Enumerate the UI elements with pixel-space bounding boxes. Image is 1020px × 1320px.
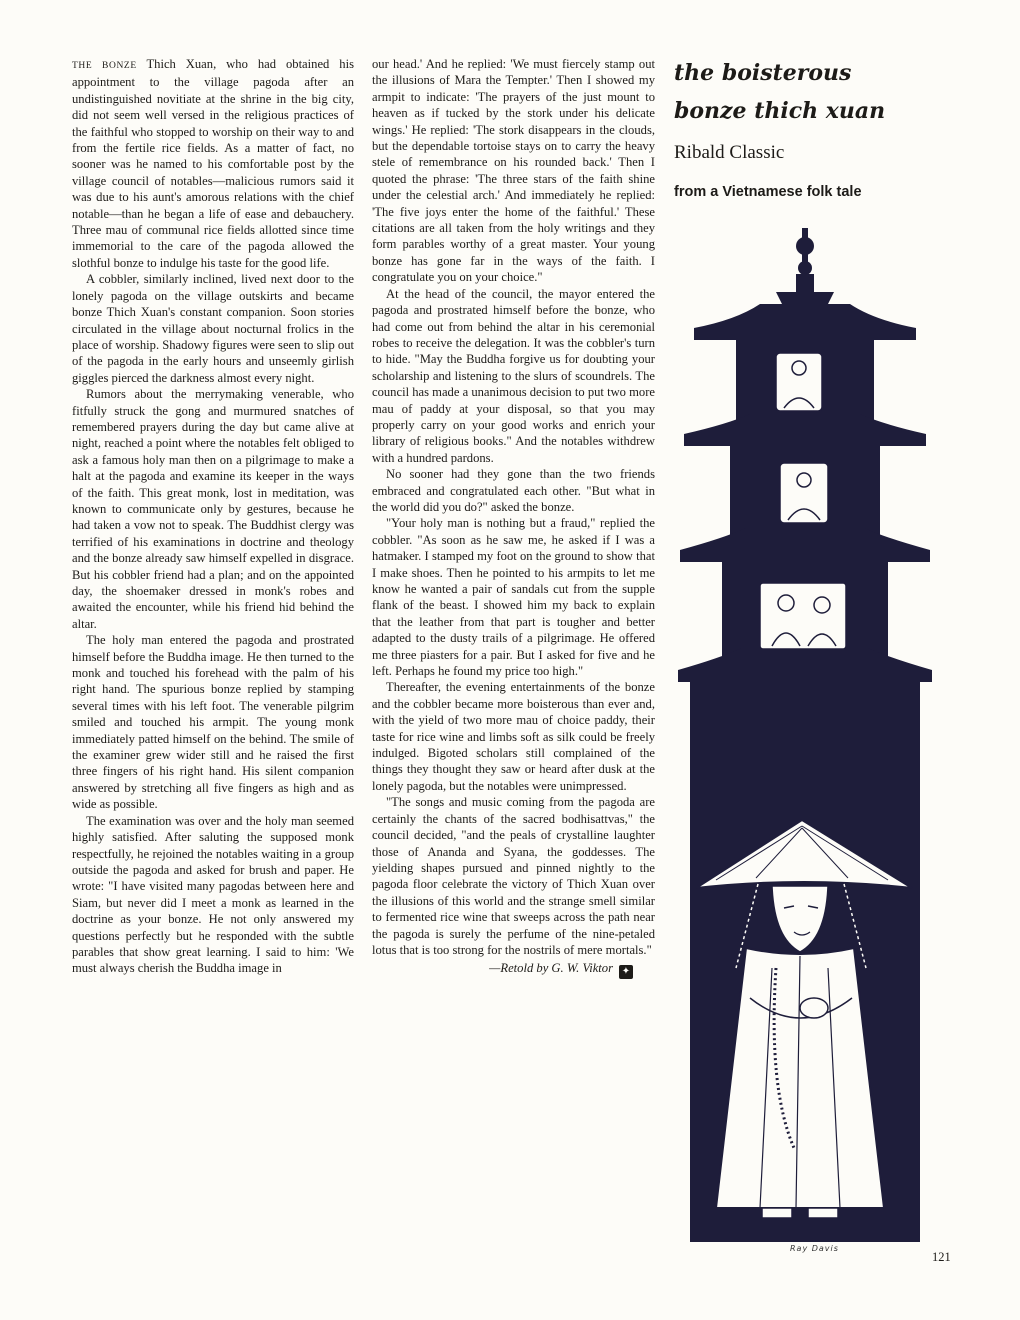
article-paragraph: The holy man entered the pagoda and prostrated himself before the Buddha image. He then turned to the monk and touched his forehead with the palm of his right hand. The spurious bonze replied by stamping several times with his left foot. The venerable pilgrim smiled and touched his armpit. The young monk immediately patted himself on the behind. The smile of the examiner grew wider still and he raised the first three fingers of his right hand. His silent companion answered by stretching all five fingers as high and as wide as possible.	[72, 633, 354, 812]
article-paragraph: Thereafter, the evening entertainments of the bonze and the cobbler became more boisterous than ever and, with the yield of two more mau of choice paddy, their taste for rice wine and limbs soft as silk could be freely indulged. Bigoted scholars still complained of the things they thought they saw or heard after dusk at the lonely pagoda, but the notables were unimpressed.	[372, 680, 655, 793]
article-paragraph: A cobbler, similarly inclined, lived next door to the lonely pagoda on the village outskirts and became bonze Thich Xuan's constant companion. Soon stories circulated in the village about nocturnal frolics in the place of worship. Shadowy figures were seen to slip out of the pagoda in the early hours and unseemly girlish giggles pierced the darkness almost every night.	[72, 272, 354, 385]
paragraph-text: Thich Xuan, who had obtained his appointment to the village pagoda after an undistinguished novitiate at the shrine in the big city, did not seem well versed in the religious practices of the faithful who stopped to worship on their way to and from the fertile rice fields. As a matter of fact, no sooner was he named to his comfortable post by the village council of notables—malicious rumors said it was due to his aunt's amorous relations with the chief notable—than he began a life of ease and debauchery. Three mau of communal rice fields allotted since time immemorial to the care of the pagoda allowed the slothful bonze to indulge his taste for the good life.	[72, 57, 354, 270]
title-line-2: bonze thich xuan	[674, 98, 886, 124]
article-title	[674, 54, 974, 130]
pagoda-with-bonze-illustration	[676, 208, 936, 1253]
lead-in: THE BONZE	[72, 61, 137, 71]
article-subtitle: Ribald Classic	[674, 142, 785, 163]
article-paragraph: our head.' And he replied: 'We must fiercely stamp out the illusions of Mara the Tempter.' Then I showed my armpit to indicate: 'The prayers of the just mount to heaven as if tucked by the stork under his delicate wings.' He replied: 'The stork disappears in the clouds, but the dependable tortoise stays on to carry the heavy stele of remembrance on his rounded back.' Then I quoted the phrase: 'The three stars of the faith shine under the celestial arch.' And immediately he replied: 'The five joys enter the home of the faithful.' These citations are all taken from the holy writings and they form parables worthy of a great master. Your young bonze has gone far in the ways of the faith. I congratulate you on your choice."	[372, 57, 655, 285]
article-paragraph: No sooner had they gone than the two friends embraced and congratulated each other. "But what in the world did you do?" asked the bonze.	[372, 467, 655, 514]
article-paragraph: At the head of the council, the mayor entered the pagoda and prostrated himself before the bonze, who had come out from behind the altar in his ceremonial robes to receive the delegation. It was the cobbler's turn to hide. "May the Buddha forgive us for doubting your scholarship and listening to the slurs of scoundrels. The council has made a unanimous decision to put two more mau of paddy at your disposal, so that you may properly carry on your good works and enrich your library of religious books." And the notables withdrew with a hundred pardons.	[372, 286, 655, 465]
title-line-1: the boisterous	[674, 60, 852, 86]
article-paragraph: "The songs and music coming from the pagoda are certainly the chants of the sacred bodhisattvas," the council decided, "and the peals of crystalline laughter those of Ananda and Syana, the goddesses. The yielding shapes pursued and pinned nightly to the pagoda floor celebrate the victory of Thich Xuan over the illusions of this world and the strange smell similar to fermented rice wine that sweeps across the path near the pagoda is surely the perfume of the nine-petaled lotus that is too strong for the nostrils of mere mortals."	[372, 795, 655, 957]
byline-text: —Retold by G. W. Viktor	[489, 961, 613, 976]
rabbit-head-icon: ✦	[619, 965, 633, 979]
article-tagline: from a Vietnamese folk tale	[674, 184, 862, 200]
page-number: 121	[932, 1250, 951, 1264]
byline	[372, 960, 655, 979]
article-column-1	[72, 56, 354, 977]
article-paragraph: Rumors about the merrymaking venerable, who fitfully struck the gong and murmured snatches of remembered prayers during the day but came alive at night, reached a point where the notables felt obliged to ask a famous holy man then on a pilgrimage to make a halt at the pagoda and examine its keeper in the ways of the faith. This great monk, lost in meditation, was known to communicate only by gestures, because he had taken a vow not to speak. The Buddhist clergy was terrified of his examinations in doctrine and theology and the bonze already saw himself expelled in disgrace. But his cobbler friend had a plan; and on the appointed day, the shoemaker dressed in monk's robes and awaited the encounter, while his friend hid behind the altar.	[72, 387, 354, 631]
article-column-2	[372, 56, 655, 979]
artist-signature: Ray Davis	[790, 1244, 839, 1253]
article-paragraph: "Your holy man is nothing but a fraud," replied the cobbler. "As soon as he saw me, he asked if I was a hatmaker. I stamped my foot on the ground to show that I make shoes. Then he pointed to his armpits to let me know he wanted a pair of sandals cut from the supple flank of the beast. I showed him my back to explain that the leather from that part is tougher and better adapted to the dusty trails of a pilgrimage. He offered me three piasters for a pair. But I asked for five and he left. Perhaps he found my price too high."	[372, 516, 655, 679]
article-paragraph	[72, 56, 354, 271]
article-paragraph: The examination was over and the holy man seemed highly satisfied. After saluting the supposed monk respectfully, he rejoined the notables waiting in a group outside the pagoda and asked for brush and paper. He wrote: "I have visited many pagodas between here and Siam, but never did I meet a monk as learned in the doctrine as your bonze. He not only answered my questions perfectly but he responded with the subtle parables that show great learning. I said to him: 'We must always cherish the Buddha image in	[72, 813, 354, 976]
